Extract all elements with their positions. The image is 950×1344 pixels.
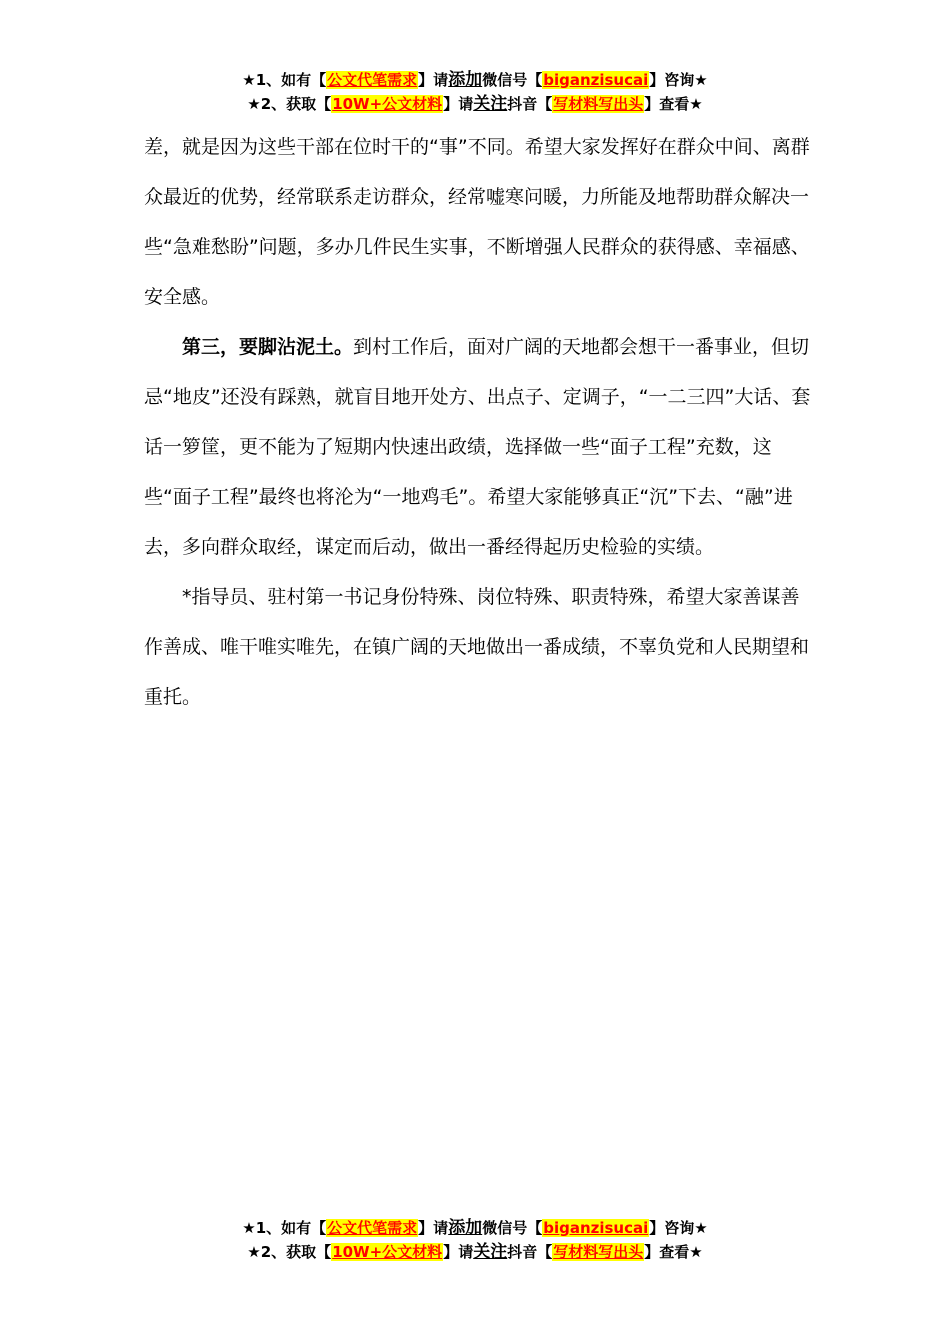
document-body [144, 122, 814, 722]
paragraph-2 [144, 322, 814, 572]
paragraph-2-heading: 第三，要脚沾泥土。 [182, 336, 354, 358]
paragraph-2-text: 到村工作后，面对广阔的天地都会想干一番事业，但切忌“地皮”还没有踩熟，就盲目地开处方、出点子、定调子，“一二三四”大话、套话一箩筐，更不能为了短期内快速出政绩，选择做一些“面子工程”充数，这些“面子工程”最终也将沦为“一地鸡毛”。希望大家能够真正“沉”下去、“融”进去，多向群众取经，谋定而后动，做出一番经得起历史检验的实绩。 [144, 336, 811, 558]
footer-banner [0, 1216, 950, 1264]
footer-highlight-douyin-account: 写材料写出头 [553, 1243, 644, 1261]
footer-banner-line-2: ★2、获取【10W+公文材料】请关注抖音【写材料写出头】查看★ [247, 1242, 703, 1262]
paragraph-3: *指导员、驻村第一书记身份特殊、岗位特殊、职责特殊，希望大家善谋善作善成、唯干唯实唯先，在镇广阔的天地做出一番成绩，不辜负党和人民期望和重托。 [144, 586, 810, 708]
emphasis-follow: 关注 [473, 94, 508, 114]
highlight-douyin-account: 写材料写出头 [553, 95, 644, 113]
footer-banner-line-1: ★1、如有【公文代笔需求】请添加微信号【biganzisucai】咨询★ [242, 1218, 708, 1238]
footer-highlight-wechat-id: biganzisucai [543, 1219, 649, 1237]
footer-highlight-service: 公文代笔需求 [327, 1219, 418, 1237]
highlight-service: 公文代笔需求 [327, 71, 418, 89]
paragraph-1: 差，就是因为这些干部在位时干的“事”不同。希望大家发挥好在群众中间、离群众最近的优势，经常联系走访群众，经常嘘寒问暖，力所能及地帮助群众解决一些“急难愁盼”问题，多办几件民生实事，不断增强人民群众的获得感、幸福感、安全感。 [144, 136, 810, 308]
emphasis-add: 添加 [448, 70, 483, 90]
banner-line-1: ★1、如有【公文代笔需求】请添加微信号【biganzisucai】咨询★ [242, 70, 708, 90]
banner-line-2: ★2、获取【10W+公文材料】请关注抖音【写材料写出头】查看★ [247, 94, 703, 114]
highlight-materials: 10W+公文材料 [332, 95, 443, 113]
header-banner [0, 68, 950, 116]
footer-emphasis-follow: 关注 [473, 1242, 508, 1262]
highlight-wechat-id: biganzisucai [543, 71, 649, 89]
footer-highlight-materials: 10W+公文材料 [332, 1243, 443, 1261]
footer-emphasis-add: 添加 [448, 1218, 483, 1238]
